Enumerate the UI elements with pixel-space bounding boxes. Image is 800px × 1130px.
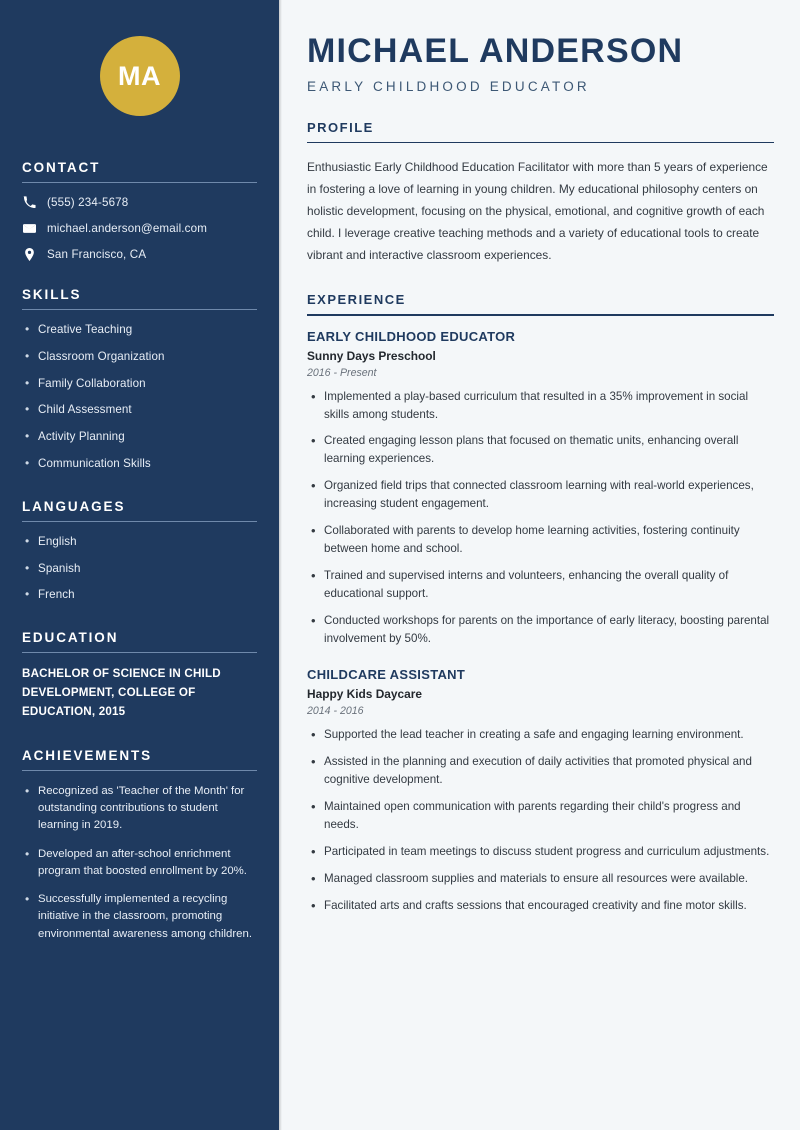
experience-dates: 2014 - 2016 [307,705,364,718]
achievements-list [22,783,257,944]
skills-divider [22,309,257,310]
profile-divider [307,142,774,143]
experience-divider [307,314,774,315]
contact-item-email[interactable] [22,221,257,235]
experience-heading: EXPERIENCE [307,292,406,308]
phone-icon [22,195,36,209]
experience-entry [307,329,774,649]
location-pin-icon [22,247,36,261]
experience-section [307,292,774,915]
list-item: • Collaborated with parents to develop home learning activities, fostering continuity between home and school. [307,522,774,558]
list-item: • Successfully implemented a recycling initiative in the classroom, promoting environmental awareness among children. [22,891,257,943]
sidebar [0,0,279,1130]
education-entry: BACHELOR OF SCIENCE IN CHILD DEVELOPMENT, COLLEGE OF EDUCATION, 2015 [22,667,221,718]
avatar [100,36,180,116]
experience-entry [307,667,774,915]
achievements-section [22,748,257,944]
experience-company: Happy Kids Daycare [307,687,422,702]
contact-phone-value: (555) 234-5678 [47,195,129,209]
list-item: • Creative Teaching [22,322,257,339]
list-item: • Family Collaboration [22,376,257,393]
list-item: • Trained and supervised interns and volunteers, enhancing the overall quality of educational support. [307,567,774,603]
skills-list [22,322,257,473]
profile-text: Enthusiastic Early Childhood Education Facilitator with more than 5 years of experience in fostering a love of learning in young children. My educational philosophy centers on holistic development, focusing on the physical, emotional, and cognitive growth of each child. I leverage creative teaching methods and a variety of educational tools to create vibrant and interactive classroom experiences. [307,160,768,263]
list-item: • Classroom Organization [22,349,257,366]
list-item: • Managed classroom supplies and materials to ensure all resources were available. [307,870,774,888]
experience-job-title: CHILDCARE ASSISTANT [307,667,466,683]
education-section [22,630,257,721]
experience-bullet-list [307,388,774,649]
experience-bullet-list [307,726,774,915]
skills-heading: SKILLS [22,287,82,302]
languages-heading: LANGUAGES [22,498,126,514]
experience-dates: 2016 - Present [307,366,377,379]
list-item: • Communication Skills [22,456,257,473]
list-item: • Facilitated arts and crafts sessions that encouraged creativity and fine motor skills. [307,897,774,915]
list-item: • Recognized as 'Teacher of the Month' for outstanding contributions to student learning in 2019. [22,783,257,835]
list-item: • French [22,587,257,604]
list-item: • Developed an after-school enrichment program that boosted enrollment by 20%. [22,846,257,881]
page-title: MICHAEL ANDERSON [307,32,684,70]
education-divider [22,652,257,653]
list-item: • Created engaging lesson plans that focused on thematic units, enhancing overall learning experiences. [307,432,774,468]
contact-section [22,160,257,261]
education-heading: EDUCATION [22,630,119,646]
contact-email-value: michael.anderson@email.com [47,221,208,235]
list-item: • Child Assessment [22,402,257,419]
envelope-icon [22,221,36,235]
list-item: • Implemented a play-based curriculum that resulted in a 35% improvement in social skills among students. [307,388,774,424]
languages-divider [22,521,257,522]
contact-item-phone[interactable] [22,195,257,209]
profile-section [307,120,774,266]
list-item: • Organized field trips that connected classroom learning with real-world experiences, increasing student engagement. [307,477,774,513]
languages-section [22,499,257,604]
list-item: • Spanish [22,561,257,578]
job-role-subtitle: EARLY CHILDHOOD EDUCATOR [307,78,590,94]
list-item: • English [22,534,257,551]
contact-divider [22,182,257,183]
achievements-heading: ACHIEVEMENTS [22,747,153,763]
skills-section [22,287,257,473]
avatar-container [22,0,257,160]
experience-company: Sunny Days Preschool [307,348,436,363]
languages-list [22,534,257,604]
list-item: • Maintained open communication with parents regarding their child's progress and needs. [307,798,774,834]
list-item: • Participated in team meetings to discuss student progress and curriculum adjustments. [307,843,774,861]
list-item: • Assisted in the planning and execution of daily activities that promoted physical and cognitive development. [307,753,774,789]
achievements-divider [22,770,257,771]
profile-heading: PROFILE [307,119,374,135]
contact-location-value: San Francisco, CA [47,247,147,261]
experience-job-title: EARLY CHILDHOOD EDUCATOR [307,328,516,344]
main-column [279,0,800,1130]
list-item: • Supported the lead teacher in creating a safe and engaging learning environment. [307,726,774,744]
list-item: • Conducted workshops for parents on the importance of early literacy, boosting parental involvement by 50%. [307,612,774,648]
contact-item-location[interactable] [22,247,257,261]
contact-heading: CONTACT [22,160,101,175]
list-item: • Activity Planning [22,429,257,446]
avatar-initials: MA [118,60,161,91]
